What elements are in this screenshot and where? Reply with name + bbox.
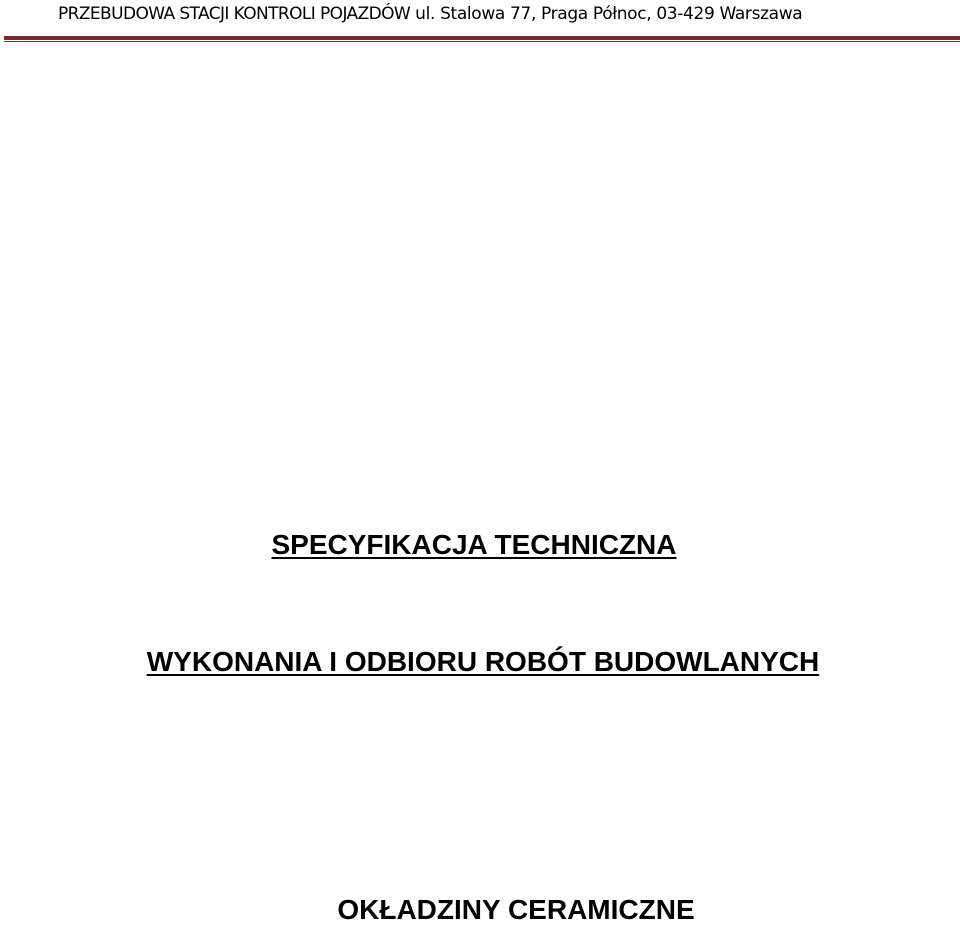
header-project-name: PRZEBUDOWA STACJI KONTROLI POJAZDÓW: [58, 4, 411, 24]
document-title-scope: WYKONANIA I ODBIORU ROBÓT BUDOWLANYCH: [146, 646, 820, 677]
header-text: [58, 1, 802, 27]
document-title-subject: OKŁADZINY CERAMICZNE: [337, 894, 695, 925]
header-rule-thin: [4, 41, 960, 42]
header-rule-thick: [4, 36, 960, 40]
page-header: [0, 0, 960, 44]
header-address: ul. Stalowa 77, Praga Północ, 03-429 Warszawa: [410, 4, 803, 24]
document-title-spec: SPECYFIKACJA TECHNICZNA: [271, 529, 677, 560]
